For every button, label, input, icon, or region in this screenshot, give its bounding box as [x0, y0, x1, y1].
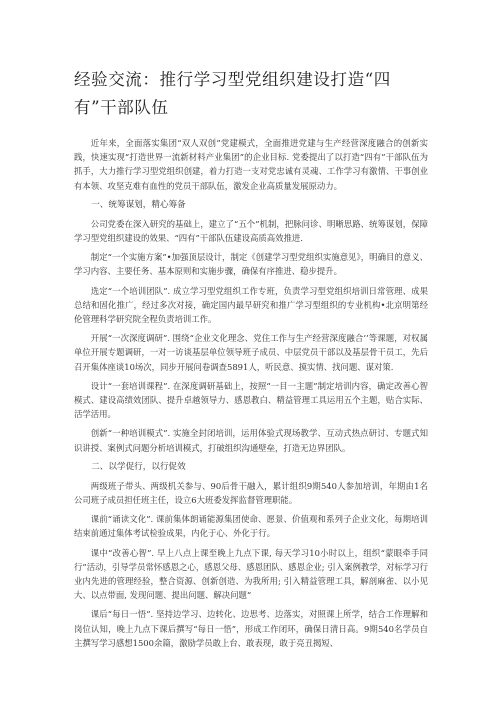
section-2-paragraph: 两级班子带头、两级机关参与、90后骨干融入，累计组织9期540人参加培训，年期由1名公司班子成员担任班主任，设立6大班委发挥监督管理职能。: [74, 480, 428, 506]
section-2-paragraph: 课前“诵读文化”. 课前集体朗诵能源集团使命、愿景、价值观和系列子企业文化，每期培训结束前通过集体考试检验成果，内化于心、外化于行。: [74, 514, 428, 539]
section-1-paragraph: 开展“一次深度调研”. 围绕“企业文化理念、党住工作与生产经营深度融合’’等课题，对权属单位开展专题调研，一对一访谈基层单位领导班子成员、中层党员干部以及基层骨干员工，先后召开集体座谈10场次，同步开展问卷调查5891人，听民意、摸实情、找问题、谋对策.: [74, 333, 428, 372]
section-1-paragraph: 选定“一个培训团队”. 成立学习型党组织工作专班，负责学习型党组织培训日常管理、成果总结和固化推广，经过多次对接，确定国内最早研究和推广学习型组织的专业机构•北京明第经伦管理科学研究院全程负责培训工作。: [74, 285, 428, 325]
section-1-paragraph: 设计“一套培训课程”. 在深度调研基础上，按照“一目一主题”制定培训内容，确定改善心智模式、建设高绩效团队、提升卓越领导力、感恩教白、精益管理工具运用五个主题，贴合实际、活学活用。: [74, 380, 428, 420]
section-1-heading: 一、统筹谋划，精心筹备: [91, 199, 186, 210]
section-2-paragraph: 课中“改善心智”. 早上八点上课至晚上九点下课, 每天学习10小时以上，组织“蒙眼牵手同行”活动，引导学员常怀感恩之心，感恩父母、感恩团队、感恩企业; 引入案例教学，对标学习行业内先进的管理经验，整合资源、创新创造、为我所用; 引入精益管理工具，解剖麻雀、以小见大、以点带面, 发现问题、提出问题、解决问题“: [74, 547, 428, 601]
section-1-paragraph: 创新“一种培训模式”. 实施全封闭培训，运用体验式现场教学、互动式热点研讨、专题式知识讲授、案例式问题分析培训模式，打破组织沟通壁垒，打造无边界团队。: [74, 428, 428, 453]
intro-paragraph: 近年来，全面落实集团“双人双创”党建模式，全面推进党建与生产经营深度融合的创新实践，快速实现“打造世界一流新材料产业集团”的企业目标. 党委提出了以打造“四有”干部队伍为抓手，大力推行学习型党组织创建，着力打造一支对党忠诚有灵魂、工作学习有激情、干事创业有本领、攻坚克难有血性的党员干部队伍，激发企业高质量发展原动力。: [74, 138, 428, 191]
section-2-heading: 二、以学促行，以行促效: [91, 461, 186, 472]
section-2-paragraph: 课后“每日一悟”. 坚持边学习、边转化、边思考、边落实，对照课上所学，结合工作理解和岗位认知，晚上九点下课后撰写“每日一悟”，形成工作闭环，确保日清日高。9期540名学员自主撰写学习感想1500余篇，激励学员敢上台、敢表现，敢于亮丑揭短、: [74, 609, 428, 648]
document-title: 经验交流：推行学习型党组织建设打造“四有”干部队伍: [74, 70, 391, 117]
section-1-paragraph: 制定“一个实施方案”•加强顶层设计，制定《创建学习型党组织实施意见》，明确目的意义、学习内容、主要任务、基本原则和实施步骤，确保有序推进、稳步提升。: [74, 252, 428, 277]
section-1-paragraph: 公司党委在深入研究的基础上，建立了“五个”机制，把脉问诊、明晰思路、统筹谋划，保障学习型党组织建设的效果、“四有”干部队伍建设高质高效推进.: [74, 218, 428, 244]
